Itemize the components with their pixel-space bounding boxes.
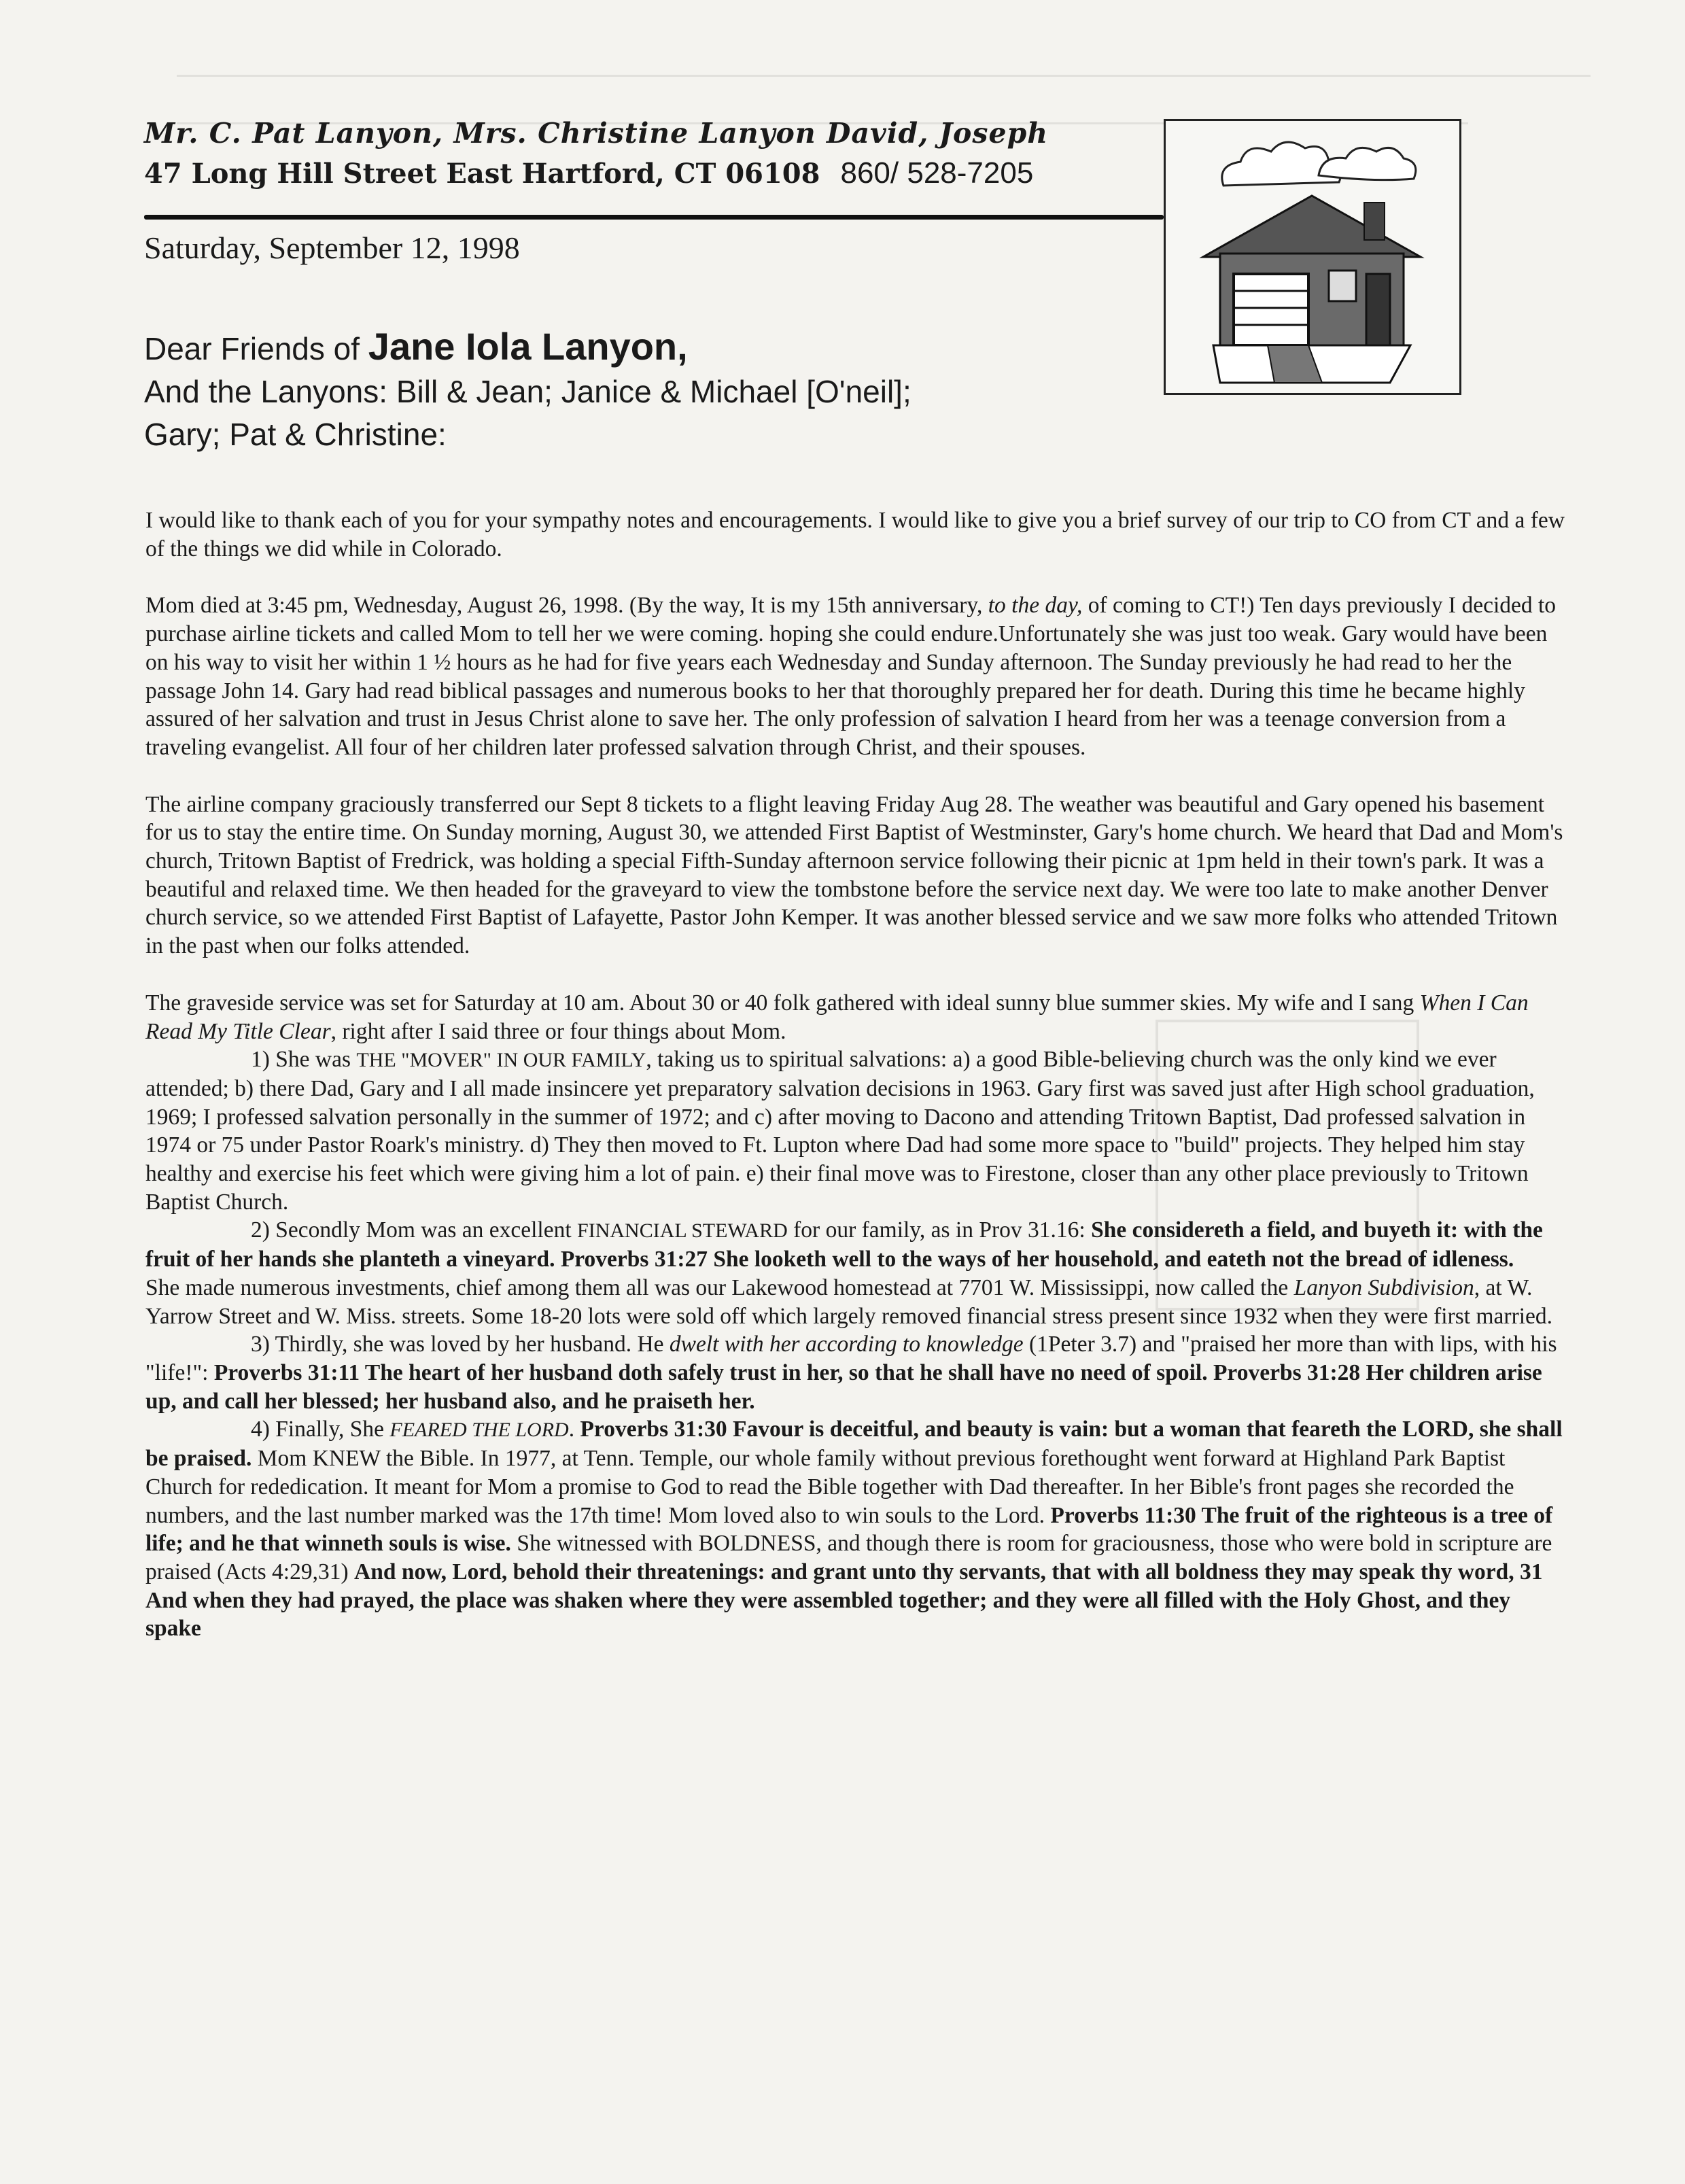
house-logo <box>1164 119 1461 395</box>
emphasis-text: Lanyon Subdivision <box>1293 1275 1474 1300</box>
small-caps-text: FEARED THE LORD <box>389 1419 569 1442</box>
text-span: Mom KNEW the Bible. In 1977, at Tenn. Temple, our whole family without previous forethought went forward at Highland Park Baptist Church for rededication. It meant for Mom a promise to God to read the Bible together with Dad thereafter. In her Bible's front pages she recorded the numbers, and the last number marked was the 17th time! Mom loved also to win souls to the Lord. <box>145 1446 1514 1528</box>
text-span: of coming to CT!) Ten days previously I decided to purchase airline tickets and called Mom to tell her we were coming. hoping she could endure.Unfortunately she was just too weak. Gary would have been on his way to visit her within 1 ½ hours as he had for five years each Wednesday and Sunday afternoon. The Sunday previously he had read to her the passage John 14. Gary had read biblical passages and numerous books to her that thoroughly prepared her for death. During this time he became highly assured of her salvation and trust in Jesus Christ alone to save her. The only profession of salvation I heard from her was a teenage conversion from a traveling evangelist. All four of her children later professed salvation through Christ, and their spouses. <box>145 593 1557 760</box>
point-4-feared-the-lord <box>145 1415 1566 1643</box>
point-1-mover <box>145 1045 1566 1216</box>
text-span: . <box>568 1417 580 1442</box>
hymn-title: When I Can Read My Title Clear <box>145 990 1529 1044</box>
salutation-prefix: Dear Friends of <box>144 331 368 366</box>
salutation <box>144 325 1204 456</box>
letterhead-names: Mr. C. Pat Lanyon, Mrs. Christine Lanyon David, Joseph <box>144 117 1049 150</box>
scripture-quote: And now, Lord, behold their threatenings: and grant unto thy servants, that with all boldness they may speak thy word, 31 And when they had prayed, the place was shaken where they were assembled together; and they were all filled with the Holy Ghost, and they spake <box>145 1559 1543 1642</box>
paragraph-graveside <box>145 989 1566 1045</box>
text-span: 3) Thirdly, she was loved by her husband. He <box>251 1332 670 1357</box>
text-span: She made numerous investments, chief among them all was our Lakewood homestead at 7701 W. Mississippi, now called the <box>145 1275 1294 1300</box>
salutation-line-3: Gary; Pat & Christine: <box>144 417 447 452</box>
text-span: , at W. Yarrow Street and W. Miss. streets. Some 18-20 lots were sold off which largely removed financial stress present since 1932 when they were first married. <box>145 1275 1553 1329</box>
letterhead-address-line <box>144 156 1164 190</box>
text-span: 2) Secondly Mom was an excellent <box>251 1217 578 1243</box>
small-caps-text: FINANCIAL STEWARD <box>577 1219 788 1243</box>
text-span: Mom died at 3:45 pm, Wednesday, August 26, 1998. (By the way, It is my 15th anniversary, <box>145 593 988 619</box>
paragraph-trip: The airline company graciously transferred our Sept 8 tickets to a flight leaving Friday Aug 28. The weather was beautiful and Gary opened his basement for us to stay the entire time. On Sunday morning, August 30, we attended First Baptist of Westminster, Gary's home church. We heard that Dad and Mom's church, Tritown Baptist of Fredrick, was holding a special Fifth-Sunday afternoon service following their picnic at 1pm held in their town's park. It was a beautiful and relaxed time. We then headed for the graveyard to view the tombstone before the service next day. We were too late to make another Denver church service, so we attended First Baptist of Lafayette, Pastor John Kemper. It was another blessed service and we saw more folks who attended Tritown in the past when our folks attended. <box>145 791 1563 959</box>
letterhead-divider <box>144 215 1164 220</box>
text-span: She witnessed with BOLDNESS, and though there is room for graciousness, those who were bold in scripture are praised (Acts 4:29,31) <box>145 1531 1552 1584</box>
salutation-line-1 <box>144 325 1204 370</box>
point-2-investments <box>145 1274 1566 1330</box>
text-span: 4) Finally, She <box>251 1417 390 1442</box>
scripture-quote: Proverbs 31:11 The heart of her husband doth safely trust in her, so that he shall have no need of spoil. Proverbs 31:28 Her children arise up, and call her blessed; her husband also, and he praiseth her. <box>145 1359 1542 1414</box>
text-span: , taking us to spiritual salvations: a) a good Bible-believing church was the only kind we ever attended; b) there Dad, Gary and I all made insincere yet preparatory salvation decisions in 1963. Gary first was saved just after High school graduation, 1969; I professed salvation personally in the summer of 1972; and c) after moving to Dacono and attending Tritown Baptist, Dad professed salvation in 1974 or 75 under Pastor Roark's ministry. d) They then moved to Ft. Lupton where Dad had some more space to "build" projects. They helped him stay healthy and exercise his feet which were giving him a lot of pain. e) their final move was to Firestone, closer than any other place previously to Tritown Baptist Church. <box>145 1047 1535 1215</box>
text-span: , right after I said three or four things about Mom. <box>330 1018 786 1044</box>
emphasis-text: to the day, <box>988 593 1083 619</box>
letterhead-address: 47 Long Hill Street East Hartford, CT 06108 <box>144 158 820 190</box>
letterhead <box>144 117 1164 190</box>
scripture-quote: Proverbs 31:30 Favour is deceitful, and beauty is vain: but a woman that feareth the LORD, she shall be praised. <box>145 1417 1563 1472</box>
paragraph-intro: I would like to thank each of you for your sympathy notes and encouragements. I would like to give you a brief survey of our trip to CO from CT and a few of the things we did while in Colorado. <box>145 508 1565 561</box>
salutation-line-2: And the Lanyons: Bill & Jean; Janice & Michael [O'neil]; <box>144 374 911 409</box>
small-caps-text: THE "MOVER" IN OUR FAMILY <box>356 1049 646 1072</box>
house-icon <box>1166 121 1459 393</box>
point-3-loved <box>145 1330 1566 1415</box>
letter-date: Saturday, September 12, 1998 <box>144 230 520 265</box>
paragraph-death <box>145 591 1566 761</box>
deceased-name: Jane Iola Lanyon, <box>368 325 688 368</box>
point-2-steward <box>145 1216 1566 1273</box>
text-span: for our family, as in Prov 31.16: <box>787 1217 1092 1243</box>
letter-body <box>145 506 1566 1643</box>
letterhead-phone: 860/ 528-7205 <box>840 156 1034 190</box>
scripture-quote: Proverbs 11:30 The fruit of the righteous is a tree of life; and he that winneth souls is wise. <box>145 1502 1553 1557</box>
scripture-quote: She considereth a field, and buyeth it: with the fruit of her hands she planteth a vineyard. Proverbs 31:27 She looketh well to the ways of her household, and eateth not the bread of idleness. <box>145 1217 1543 1272</box>
text-span: (1Peter 3.7) and "praised her more than with lips, with his "life!": <box>145 1332 1557 1385</box>
text-span: The graveside service was set for Saturday at 10 am. About 30 or 40 folk gathered with ideal sunny blue summer skies. My wife and I sang <box>145 990 1420 1016</box>
emphasis-text: dwelt with her according to knowledge <box>669 1332 1024 1357</box>
text-span: 1) She was <box>251 1047 357 1073</box>
